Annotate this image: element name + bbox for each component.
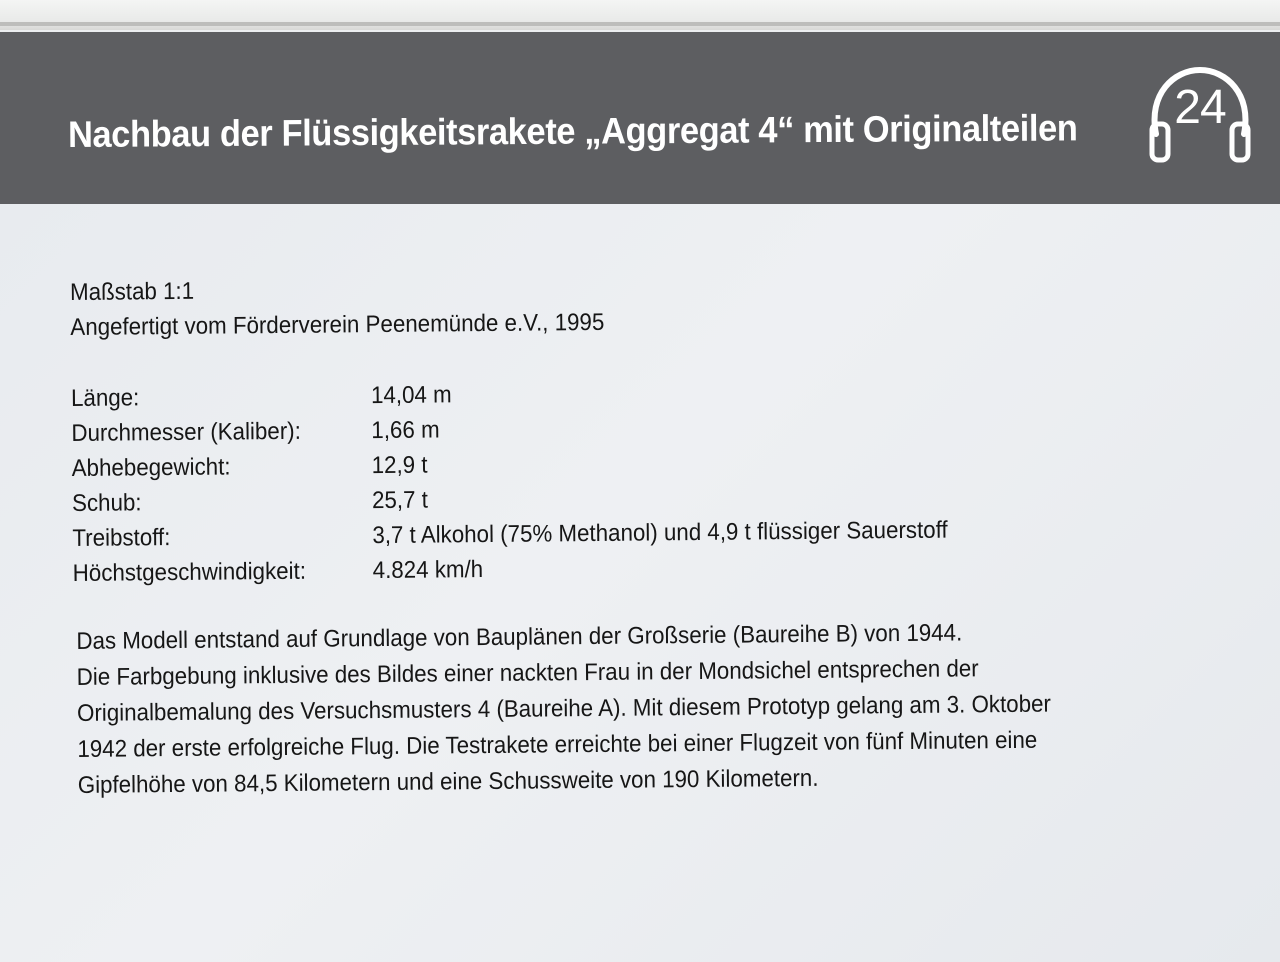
spec-value-propellant: 3,7 t Alkohol (75% Methanol) und 4,9 t flüssiger Sauerstoff <box>372 516 948 550</box>
spec-label-max-speed: Höchstgeschwindigkeit: <box>72 557 307 587</box>
spec-label-thrust: Schub: <box>71 489 142 517</box>
spec-value-thrust: 25,7 t <box>371 486 429 515</box>
spec-label-length: Länge: <box>70 384 140 412</box>
description-line: Das Modell entstand auf Grundlage von Bauplänen der Großserie (Baureihe B) von 1944. <box>76 619 963 655</box>
audio-guide-number: 24 <box>1174 81 1226 134</box>
description-line: 1942 der erste erfolgreiche Flug. Die Testrakete erreichte bei einer Flugzeit von fünf Minuten eine <box>77 726 1038 763</box>
sign-title: Nachbau der Flüssigkeitsrakete „Aggregat 4“ mit Originalteilen <box>67 107 1078 155</box>
description-line: Die Farbgebung inklusive des Bildes einer nackten Frau in der Mondsichel entsprechen der <box>76 655 979 691</box>
description-line: Gipfelhöhe von 84,5 Kilometern und eine Schussweite von 190 Kilometern. <box>77 764 819 799</box>
spec-label-propellant: Treibstoff: <box>72 524 171 552</box>
spec-value-diameter: 1,66 m <box>371 416 440 445</box>
description-line: Originalbemalung des Versuchsmusters 4 (Baureihe A). Mit diesem Prototyp gelang am 3. Oktober <box>76 690 1052 727</box>
made-by-text: Angefertigt vom Förderverein Peenemünde e.V., 1995 <box>70 308 605 341</box>
spec-value-length: 14,04 m <box>370 381 452 410</box>
spec-value-max-speed: 4.824 km/h <box>372 556 484 585</box>
scale-text: Maßstab 1:1 <box>69 277 195 306</box>
spec-label-diameter: Durchmesser (Kaliber): <box>71 417 301 447</box>
spec-value-liftoff-weight: 12,9 t <box>371 451 428 480</box>
spec-label-liftoff-weight: Abhebegewicht: <box>71 453 231 482</box>
